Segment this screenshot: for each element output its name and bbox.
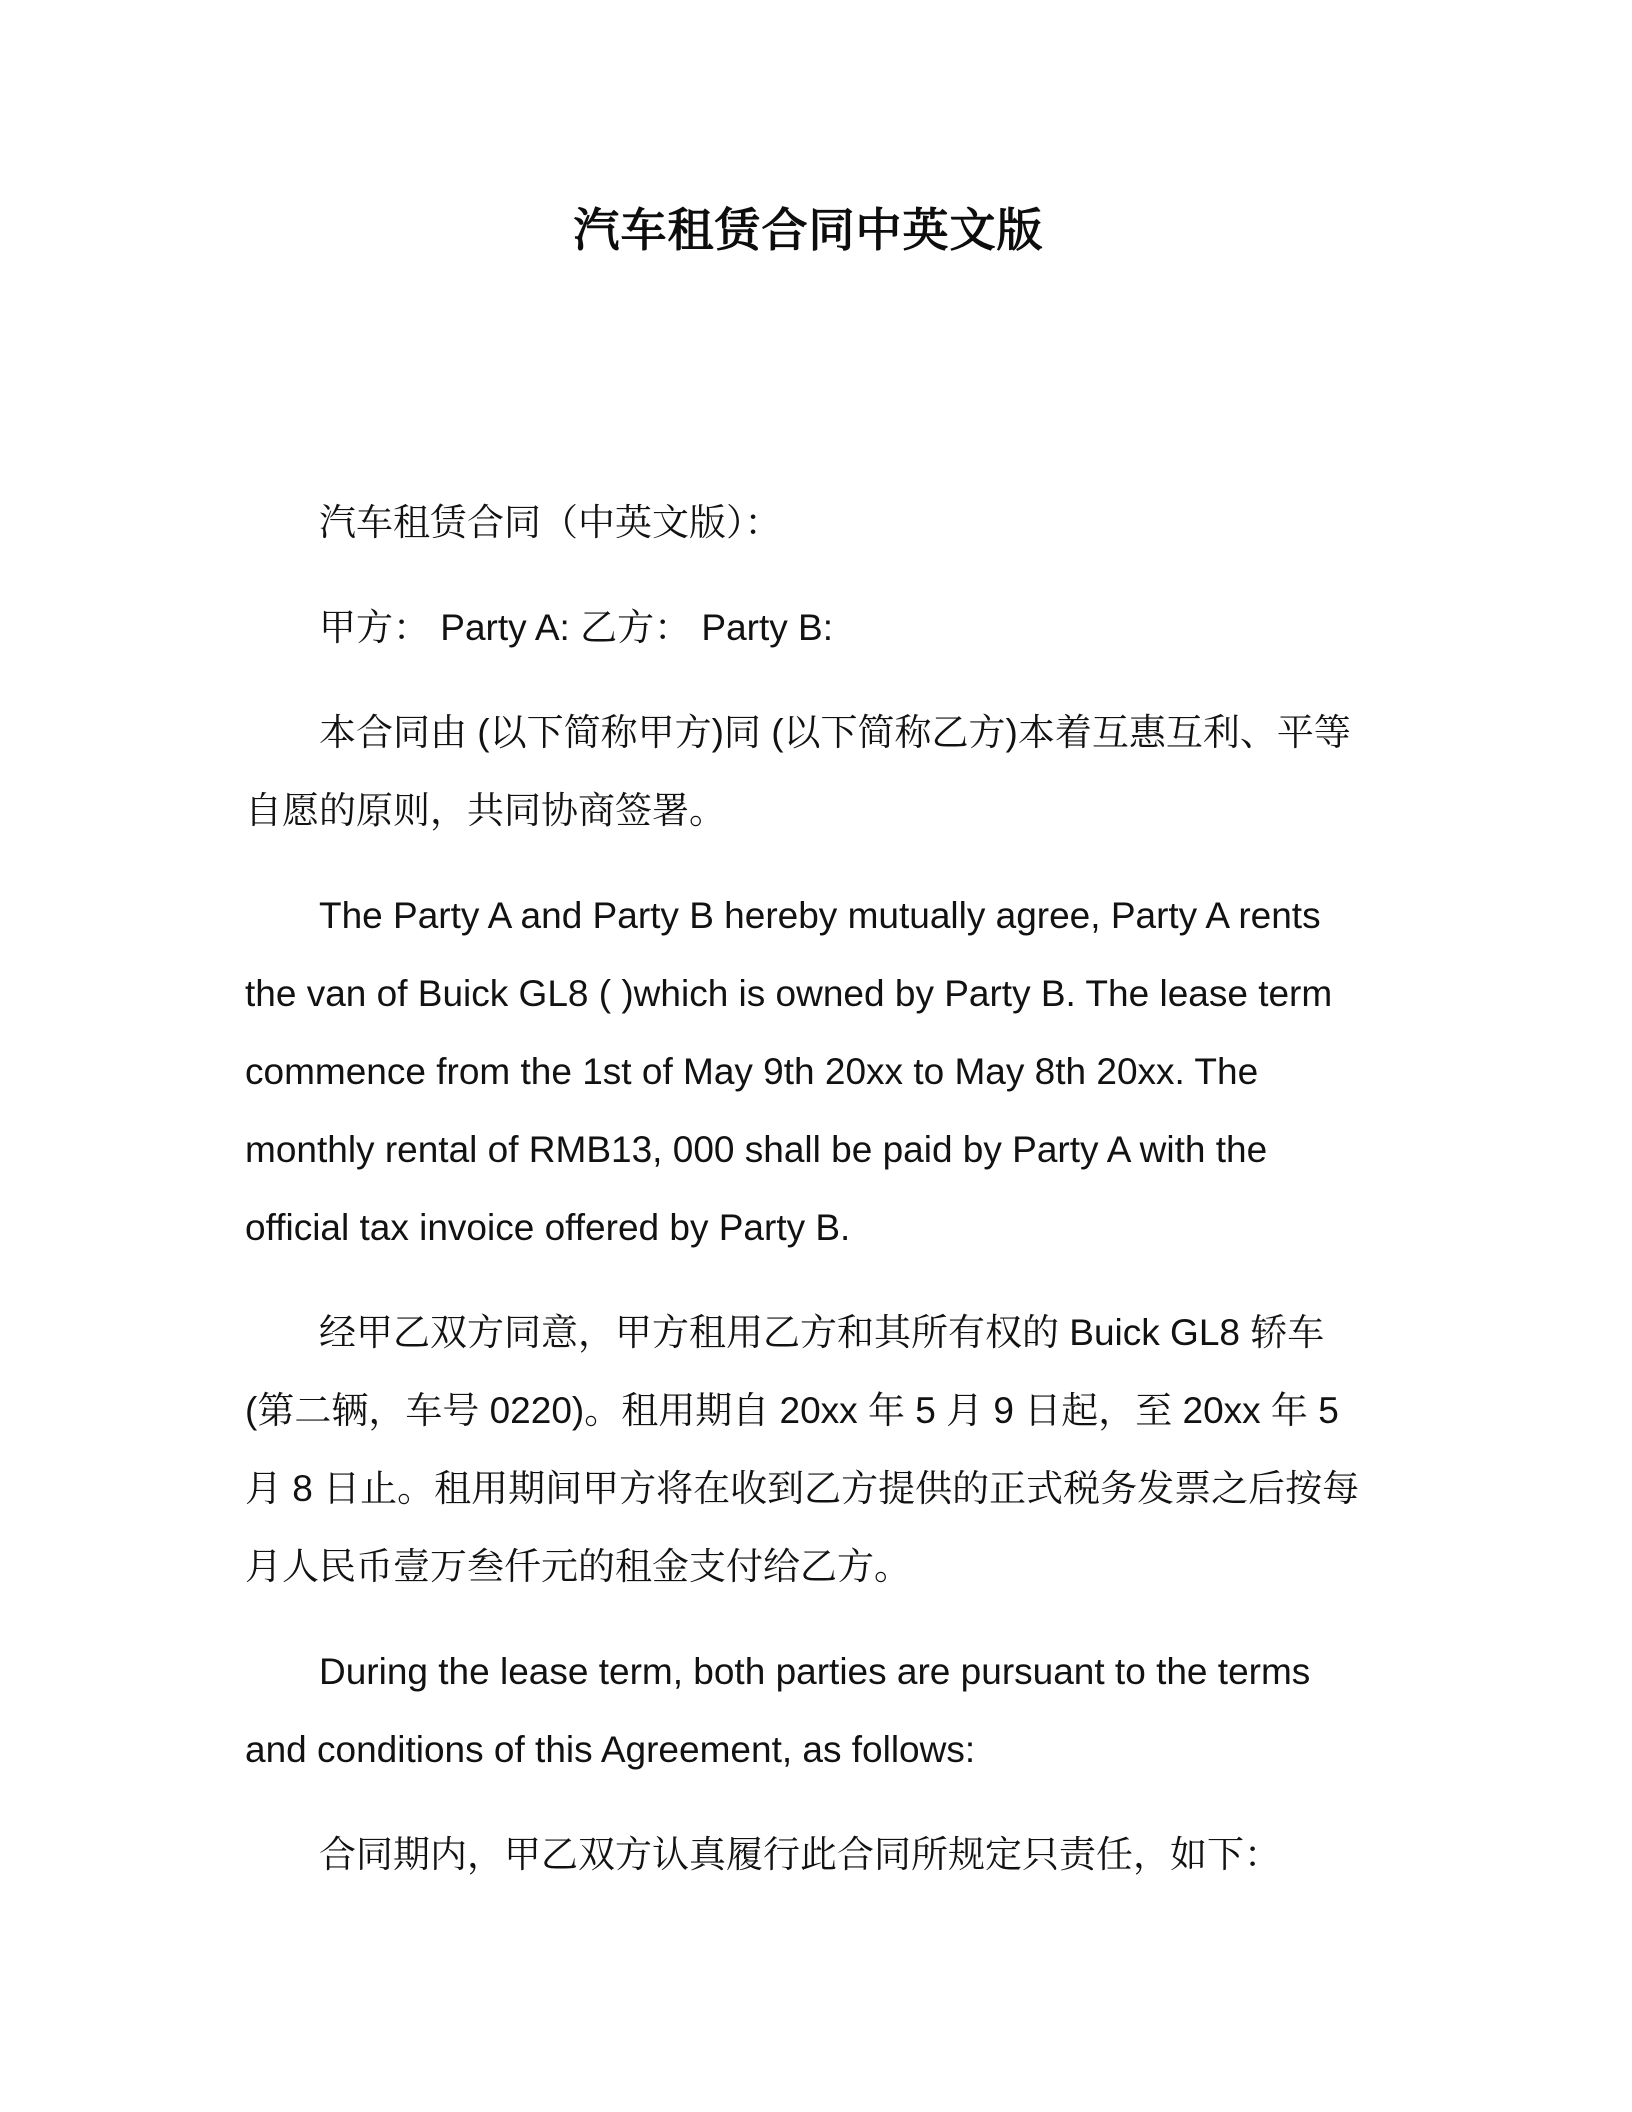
paragraph-2: 甲方： Party A: 乙方： Party B:	[319, 607, 833, 648]
document-title: 汽车租赁合同中英文版	[573, 204, 1044, 256]
paragraph-3: 本合同由 (以下简称甲方)同 (以下简称乙方)本着互惠互利、平等自愿的原则，共同协商签署。	[245, 712, 1351, 831]
paragraph-7: 合同期内，甲乙双方认真履行此合同所规定只责任，如下：	[319, 1834, 1281, 1875]
paragraph-1: 汽车租赁合同（中英文版）：	[319, 502, 782, 543]
paragraph-6: During the lease term, both parties are pursuant to the terms and conditions of this Agreement, as follows:	[245, 1651, 1311, 1770]
document-body	[245, 484, 1372, 1894]
paragraph-5: 经甲乙双方同意，甲方租用乙方和其所有权的 Buick GL8 轿车(第二辆，车号 0220)。租用期自 20xx 年 5 月 9 日起，至 20xx 年 5 月 8 日止。租用期间甲方将在收到乙方提供的正式税务发票之后按每月人民币壹万叁仟元的租金支付给乙方。	[245, 1312, 1360, 1587]
paragraph-4: The Party A and Party B hereby mutually agree, Party A rents the van of Buick GL8 ( )which is owned by Party B. The lease term commence from the 1st of May 9th 20xx to May 8th 20xx. The monthly rental of RMB13, 000 shall be paid by Party A with the official tax invoice offered by Party B.	[245, 895, 1333, 1248]
